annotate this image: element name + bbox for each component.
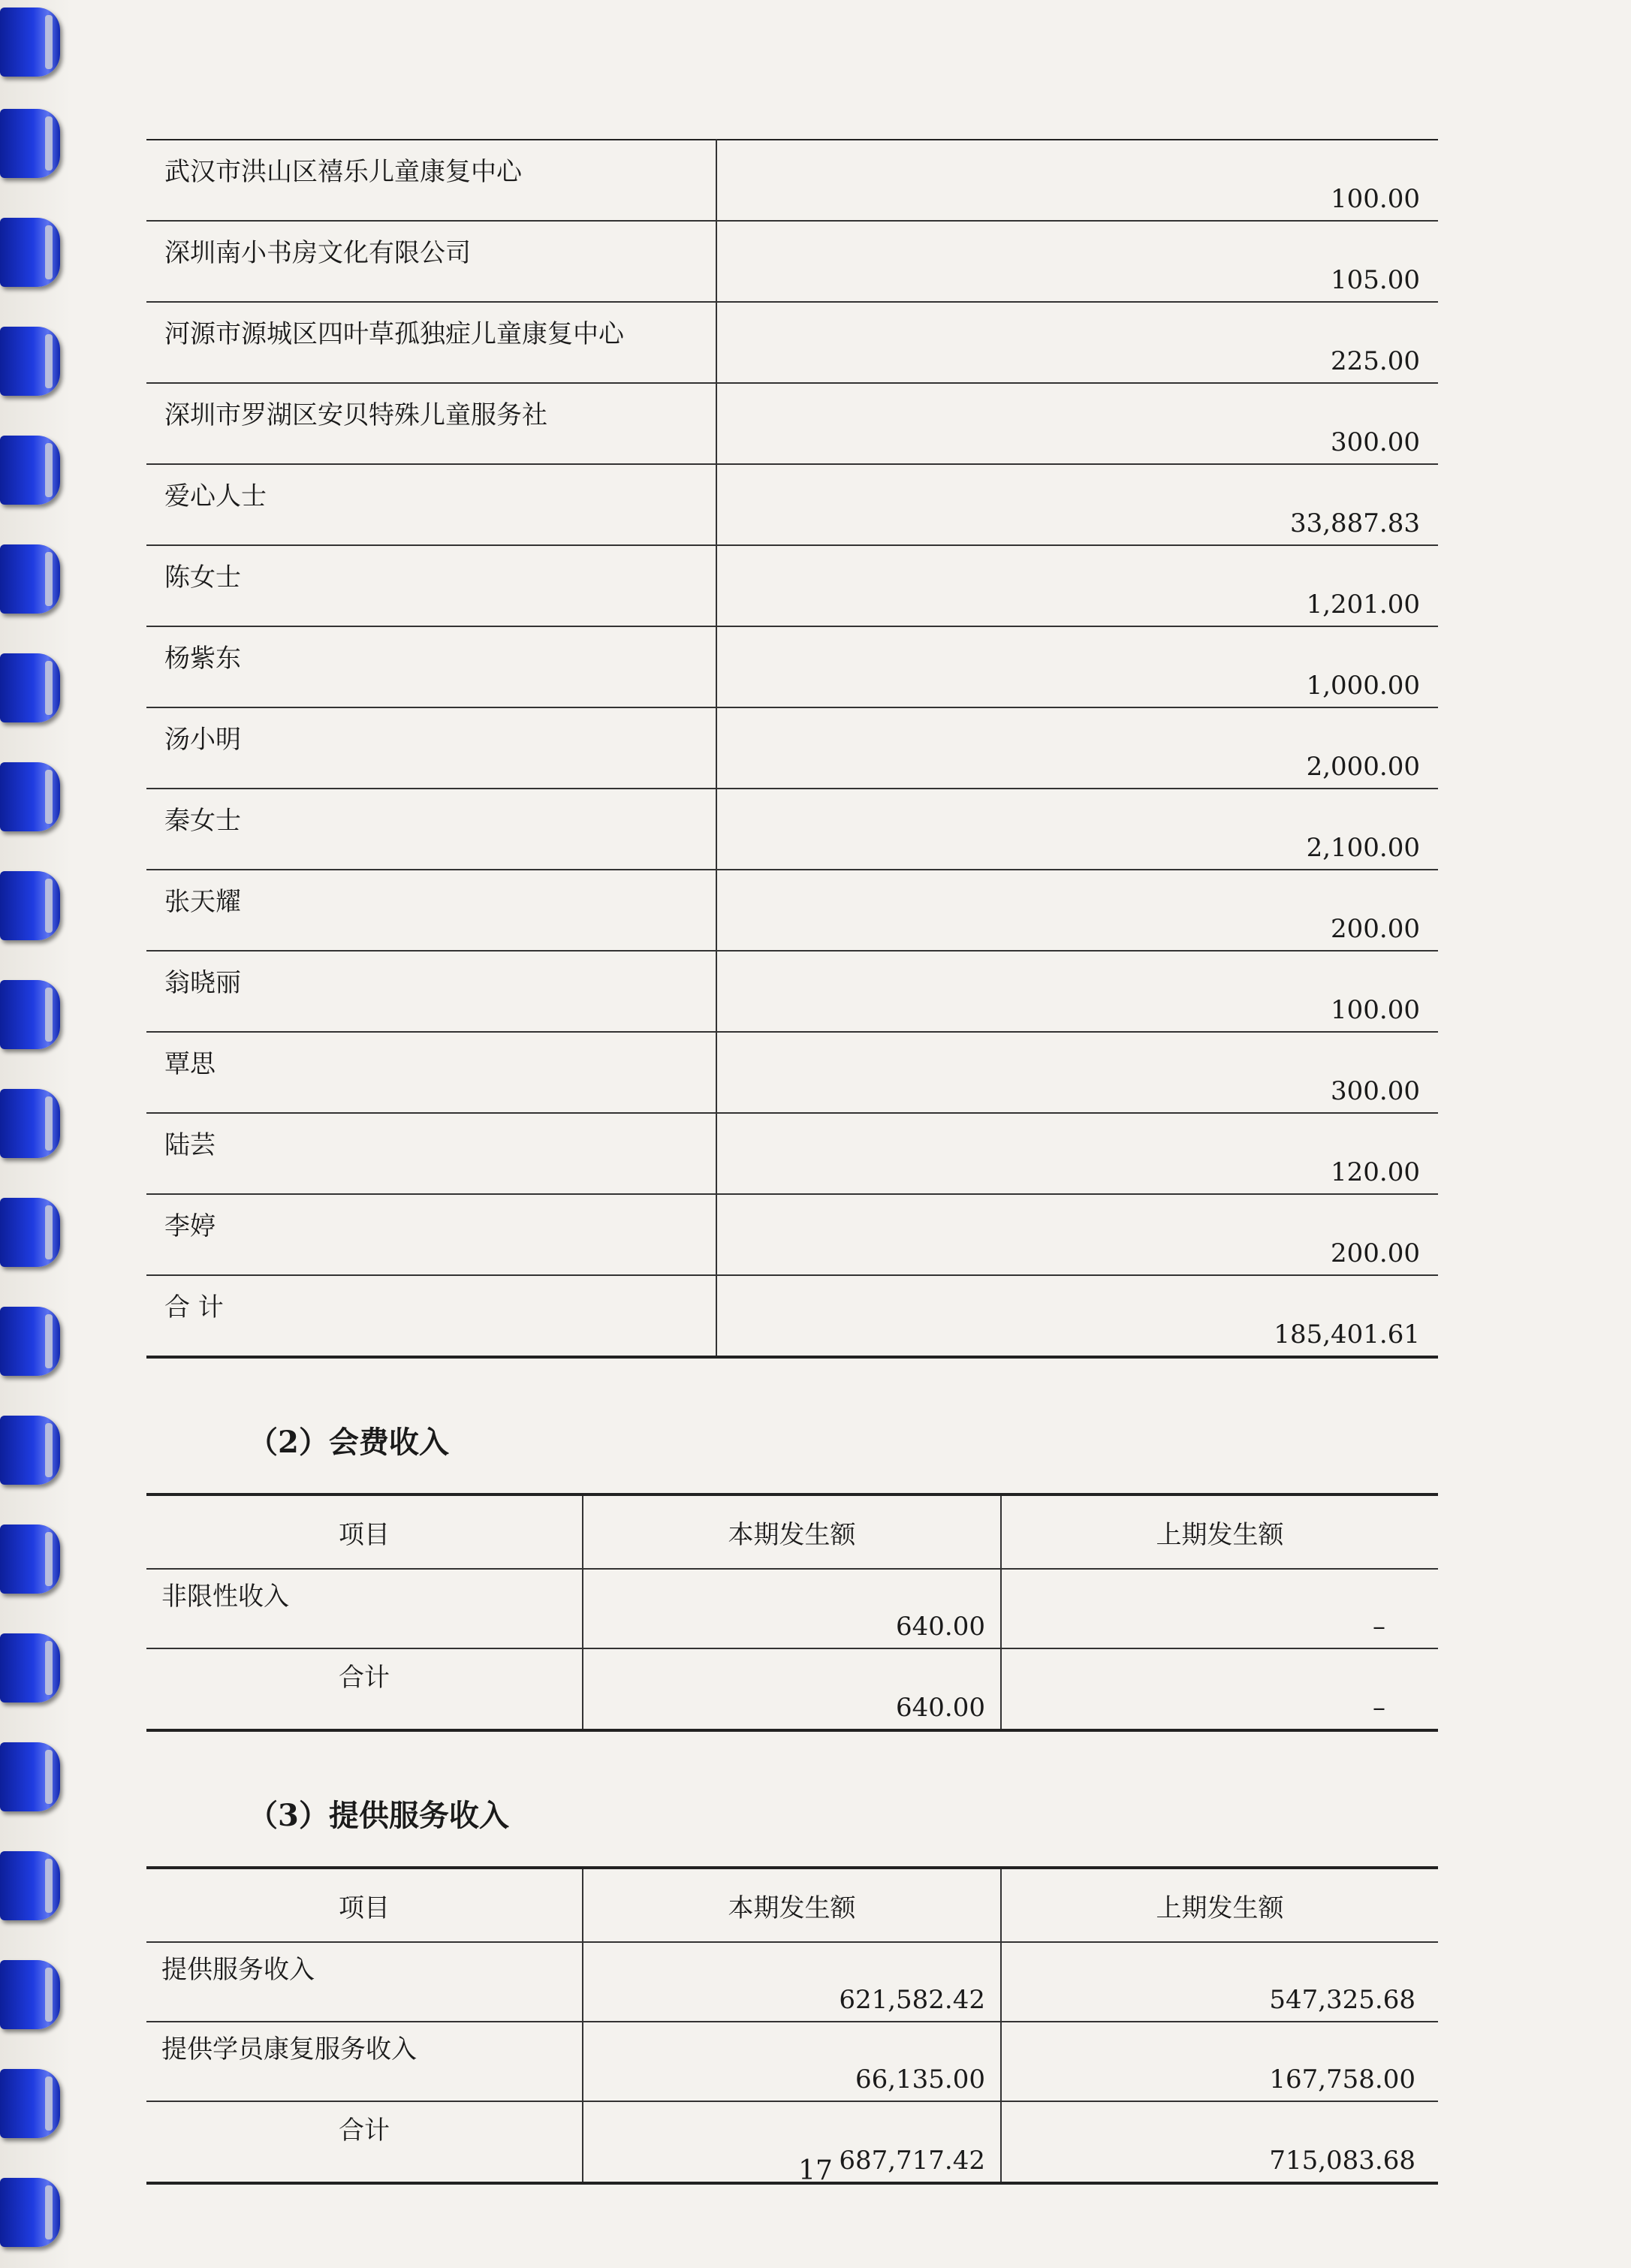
donation-amount: 300.00 (716, 383, 1438, 464)
binding-ring (0, 1633, 60, 1703)
donation-amount: 33,887.83 (716, 464, 1438, 545)
donation-table (146, 139, 1438, 1359)
total-previous: – (1373, 1693, 1385, 1723)
table-row (146, 383, 1438, 464)
donor-name: 张天耀 (146, 870, 716, 951)
donor-name: 深圳市罗湖区安贝特殊儿童服务社 (146, 383, 716, 464)
table-row (146, 1032, 1438, 1113)
donor-name: 爱心人士 (146, 464, 716, 545)
total-previous: 715,083.68 (1269, 2146, 1415, 2176)
header-previous: 上期发生额 (1001, 1868, 1438, 1942)
donation-amount: 1,201.00 (716, 545, 1438, 626)
row-item: 提供学员康复服务收入 (146, 2022, 583, 2101)
service-income-table (146, 1866, 1438, 2185)
donor-name: 陈女士 (146, 545, 716, 626)
row-previous: 167,758.00 (1001, 2022, 1438, 2101)
total-label: 合计 (146, 2101, 583, 2183)
donor-name: 杨紫东 (146, 626, 716, 707)
binding-ring (0, 8, 60, 77)
binding-ring (0, 762, 60, 831)
binding-ring (0, 1089, 60, 1158)
row-current: 640.00 (583, 1569, 1001, 1648)
row-item: 提供服务收入 (146, 1942, 583, 2022)
donor-name: 河源市源城区四叶草孤独症儿童康复中心 (146, 302, 716, 383)
donor-name: 武汉市洪山区禧乐儿童康复中心 (146, 140, 716, 221)
donation-amount: 2,100.00 (716, 789, 1438, 870)
table-row (146, 1942, 1438, 2022)
page-content (146, 139, 1438, 2185)
table-header-row (146, 1494, 1438, 1569)
table-row (146, 951, 1438, 1032)
header-current: 本期发生额 (583, 1494, 1001, 1569)
donation-amount: 100.00 (716, 140, 1438, 221)
table-header-row (146, 1868, 1438, 1942)
table-row (146, 140, 1438, 221)
binding-ring (0, 109, 60, 178)
binding-ring (0, 653, 60, 722)
donor-name: 深圳南小书房文化有限公司 (146, 221, 716, 302)
row-previous: 547,325.68 (1001, 1942, 1438, 2022)
binding-ring (0, 544, 60, 614)
donor-name: 覃思 (146, 1032, 716, 1113)
spiral-binding (0, 0, 72, 2268)
binding-ring (0, 1416, 60, 1485)
total-row (146, 1648, 1438, 1730)
binding-ring (0, 2178, 60, 2247)
table-row (146, 464, 1438, 545)
donor-name: 翁晓丽 (146, 951, 716, 1032)
table-row (146, 221, 1438, 302)
page-number: 17 (798, 2155, 833, 2186)
donation-amount: 300.00 (716, 1032, 1438, 1113)
donation-amount: 120.00 (716, 1113, 1438, 1194)
donor-name: 秦女士 (146, 789, 716, 870)
donation-amount: 2,000.00 (716, 707, 1438, 789)
table-row (146, 302, 1438, 383)
donation-amount: 200.00 (716, 870, 1438, 951)
binding-ring (0, 1960, 60, 2029)
table-row (146, 626, 1438, 707)
donor-name: 汤小明 (146, 707, 716, 789)
table-row (146, 870, 1438, 951)
binding-ring (0, 1742, 60, 1811)
total-label: 合计 (146, 1648, 583, 1730)
total-label: 合 计 (146, 1275, 716, 1357)
row-current: 621,582.42 (583, 1942, 1001, 2022)
donation-amount: 200.00 (716, 1194, 1438, 1275)
table-row (146, 789, 1438, 870)
donation-amount: 100.00 (716, 951, 1438, 1032)
header-item: 项目 (146, 1494, 583, 1569)
header-item: 项目 (146, 1868, 583, 1942)
table-row (146, 1194, 1438, 1275)
total-current: 687,717.42 (583, 2101, 1001, 2183)
table-row (146, 545, 1438, 626)
binding-ring (0, 1525, 60, 1594)
row-current: 66,135.00 (583, 2022, 1001, 2101)
binding-ring (0, 436, 60, 505)
donor-name: 陆芸 (146, 1113, 716, 1194)
table-row (146, 707, 1438, 789)
binding-ring (0, 980, 60, 1049)
binding-ring (0, 218, 60, 287)
binding-ring (0, 327, 60, 396)
row-previous: – (1001, 1569, 1438, 1648)
donation-amount: 1,000.00 (716, 626, 1438, 707)
donation-amount: 225.00 (716, 302, 1438, 383)
membership-fee-table (146, 1493, 1438, 1732)
row-item: 非限性收入 (146, 1569, 583, 1648)
donor-name: 李婷 (146, 1194, 716, 1275)
binding-ring (0, 1851, 60, 1920)
total-current: 640.00 (583, 1648, 1001, 1730)
section-title-membership-fee: （2）会费收入 (248, 1425, 449, 1460)
donation-amount: 105.00 (716, 221, 1438, 302)
total-row (146, 1275, 1438, 1357)
header-previous: 上期发生额 (1001, 1494, 1438, 1569)
binding-ring (0, 1307, 60, 1376)
total-amount: 185,401.61 (1274, 1319, 1420, 1350)
section-title-service-income: （3）提供服务收入 (248, 1798, 509, 1833)
header-current: 本期发生额 (583, 1868, 1001, 1942)
binding-ring (0, 1198, 60, 1267)
binding-ring (0, 2069, 60, 2138)
table-row (146, 1113, 1438, 1194)
binding-ring (0, 871, 60, 940)
table-row (146, 1569, 1438, 1648)
table-row (146, 2022, 1438, 2101)
